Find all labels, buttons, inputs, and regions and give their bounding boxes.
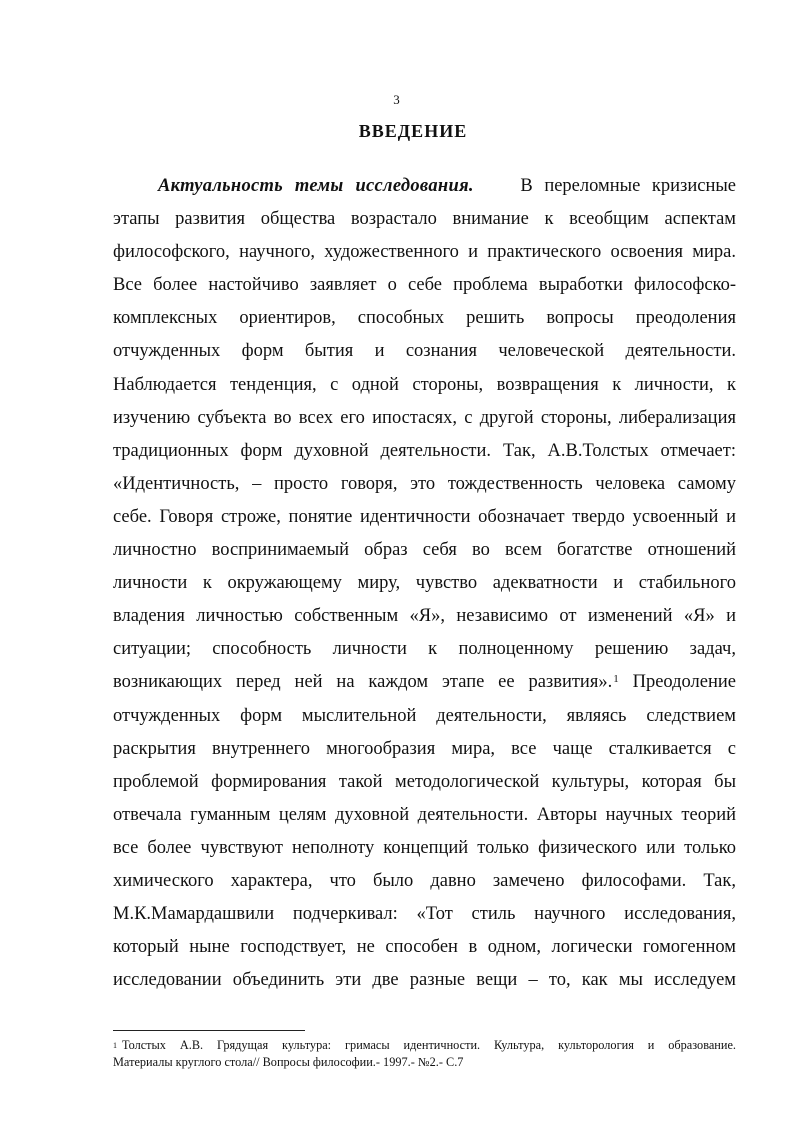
text-line: себе. Говоря строже, понятие идентичности обозначает твердо усвоенный и bbox=[113, 506, 736, 527]
section-lead: Актуальность темы исследования. bbox=[158, 176, 474, 196]
text-before-ref: возникающих перед ней на каждом этапе ее развития». bbox=[113, 672, 613, 693]
page-number: 3 bbox=[393, 92, 400, 107]
text-line: отчужденных форм бытия и сознания человеческой деятельности. bbox=[113, 341, 736, 362]
page-title: ВВЕДЕНИЕ bbox=[358, 121, 468, 141]
text-line-footnote-ref bbox=[113, 666, 736, 699]
text-line: Наблюдается тенденция, с одной стороны, возвращения к личности, к bbox=[113, 374, 736, 395]
footnote-line-1 bbox=[113, 1037, 736, 1054]
footnote-reference[interactable]: 1 bbox=[613, 673, 619, 686]
text-line: который ныне господствует, не способен в одном, логически гомогенном bbox=[113, 937, 736, 958]
text-line: Все более настойчиво заявляет о себе проблема выработки философско- bbox=[113, 275, 736, 296]
footnote-line-2: Материалы круглого стола// Вопросы философии.- 1997.- №2.- С.7 bbox=[113, 1055, 464, 1069]
footnote-divider bbox=[113, 1030, 305, 1031]
text-line: проблемой формирования такой методологической культуры, которая бы bbox=[113, 771, 736, 792]
text-line: исследовании объединить эти две разные вещи – то, как мы исследуем bbox=[113, 970, 736, 991]
text-line: все более чувствуют неполноту концепций только физического или только bbox=[113, 837, 736, 858]
text-line: отвечала гуманным целям духовной деятельности. Авторы научных теорий bbox=[113, 804, 736, 825]
text-line: комплексных ориентиров, способных решить вопросы преодоления bbox=[113, 308, 736, 329]
text-line: личности к окружающему миру, чувство адекватности и стабильного bbox=[113, 573, 736, 594]
text-line: М.К.Мамардашвили подчеркивал: «Тот стиль научного исследования, bbox=[113, 904, 736, 925]
main-text bbox=[113, 170, 736, 997]
text-line-1 bbox=[113, 170, 736, 203]
text-line: философского, научного, художественного и практического освоения мира. bbox=[113, 242, 736, 263]
text-line: личностно воспринимаемый образ себя во всем богатстве отношений bbox=[113, 540, 736, 561]
footnote-marker: 1 bbox=[113, 1041, 117, 1050]
text-line: ситуации; способность личности к полноценному решению задач, bbox=[113, 639, 736, 660]
text-line: раскрытия внутреннего многообразия мира, все чаще сталкивается с bbox=[113, 738, 736, 759]
text-line: традиционных форм духовной деятельности. Так, А.В.Толстых отмечает: bbox=[113, 440, 736, 461]
text-after-ref: Преодоление bbox=[632, 672, 736, 693]
text-line: владения личностью собственным «Я», независимо от изменений «Я» и bbox=[113, 606, 736, 627]
footnote-text-1: Толстых А.В. Грядущая культура: гримасы идентичности. Культура, культорология и образование. bbox=[122, 1038, 736, 1052]
footnote bbox=[113, 1037, 736, 1071]
text-line: химического характера, что было давно замечено философами. Так, bbox=[113, 870, 736, 891]
text-line: изучению субъекта во всех его ипостасях, с другой стороны, либерализация bbox=[113, 407, 736, 428]
text-line: отчужденных форм мыслительной деятельности, являясь следствием bbox=[113, 705, 736, 726]
text-line-1-rest: В переломные кризисные bbox=[520, 176, 737, 196]
text-line: этапы развития общества возрастало внимание к всеобщим аспектам bbox=[113, 209, 736, 230]
text-line: «Идентичность, – просто говоря, это тождественность человека самому bbox=[113, 473, 736, 494]
